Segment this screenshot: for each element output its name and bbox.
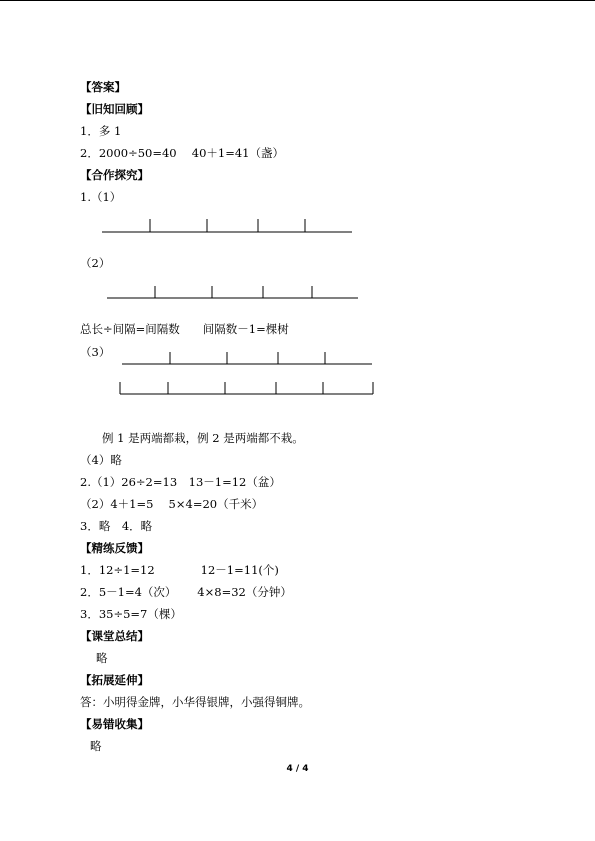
practice-line-1: 1．12÷1=12 12－1=11(个) (80, 563, 279, 577)
explore-line-1: 2.（1）26÷2=13 13－1=12（盆） (80, 475, 281, 489)
page-number: 4 / 4 (286, 764, 309, 774)
review-line-1: 1．多 1 (80, 124, 122, 138)
practice-line-3: 3．35÷5=7（棵） (80, 607, 182, 621)
explore-note: 例 1 是两端都栽，例 2 是两端都不栽。 (102, 431, 304, 445)
extend-heading: 【拓展延伸】 (80, 673, 149, 687)
review-line-2: 2．2000÷50=40 40＋1=41（盏） (80, 146, 284, 160)
explore-q3-label: （3） (80, 345, 111, 359)
extend-text: 答：小明得金牌，小华得银牌，小强得铜牌。 (80, 695, 310, 709)
review-heading: 【旧知回顾】 (80, 102, 149, 116)
errors-heading: 【易错收集】 (80, 717, 149, 731)
practice-heading: 【精练反馈】 (80, 541, 149, 555)
line-diagram-1 (0, 215, 595, 235)
header-rule (0, 0, 595, 1)
practice-line-2: 2．5－1=4（次） 4×8=32（分钟） (80, 585, 292, 599)
answer-heading: 【答案】 (80, 80, 126, 94)
errors-text: 略 (90, 739, 102, 753)
summary-text: 略 (96, 651, 108, 665)
explore-q2-label: （2） (80, 256, 111, 270)
explore-q1-label: 1.（1） (80, 190, 122, 204)
explore-line-2: （2）4＋1=5 5×4=20（千米） (80, 497, 264, 511)
line-diagram-2 (0, 281, 595, 301)
line-diagram-3 (0, 348, 595, 398)
explore-line-3: 3．略 4．略 (80, 519, 153, 533)
explore-heading: 【合作探究】 (80, 168, 149, 182)
explore-q4: （4）略 (80, 453, 122, 467)
explore-formula: 总长÷间隔=间隔数 间隔数－1=棵树 (80, 322, 289, 336)
summary-heading: 【课堂总结】 (80, 629, 149, 643)
